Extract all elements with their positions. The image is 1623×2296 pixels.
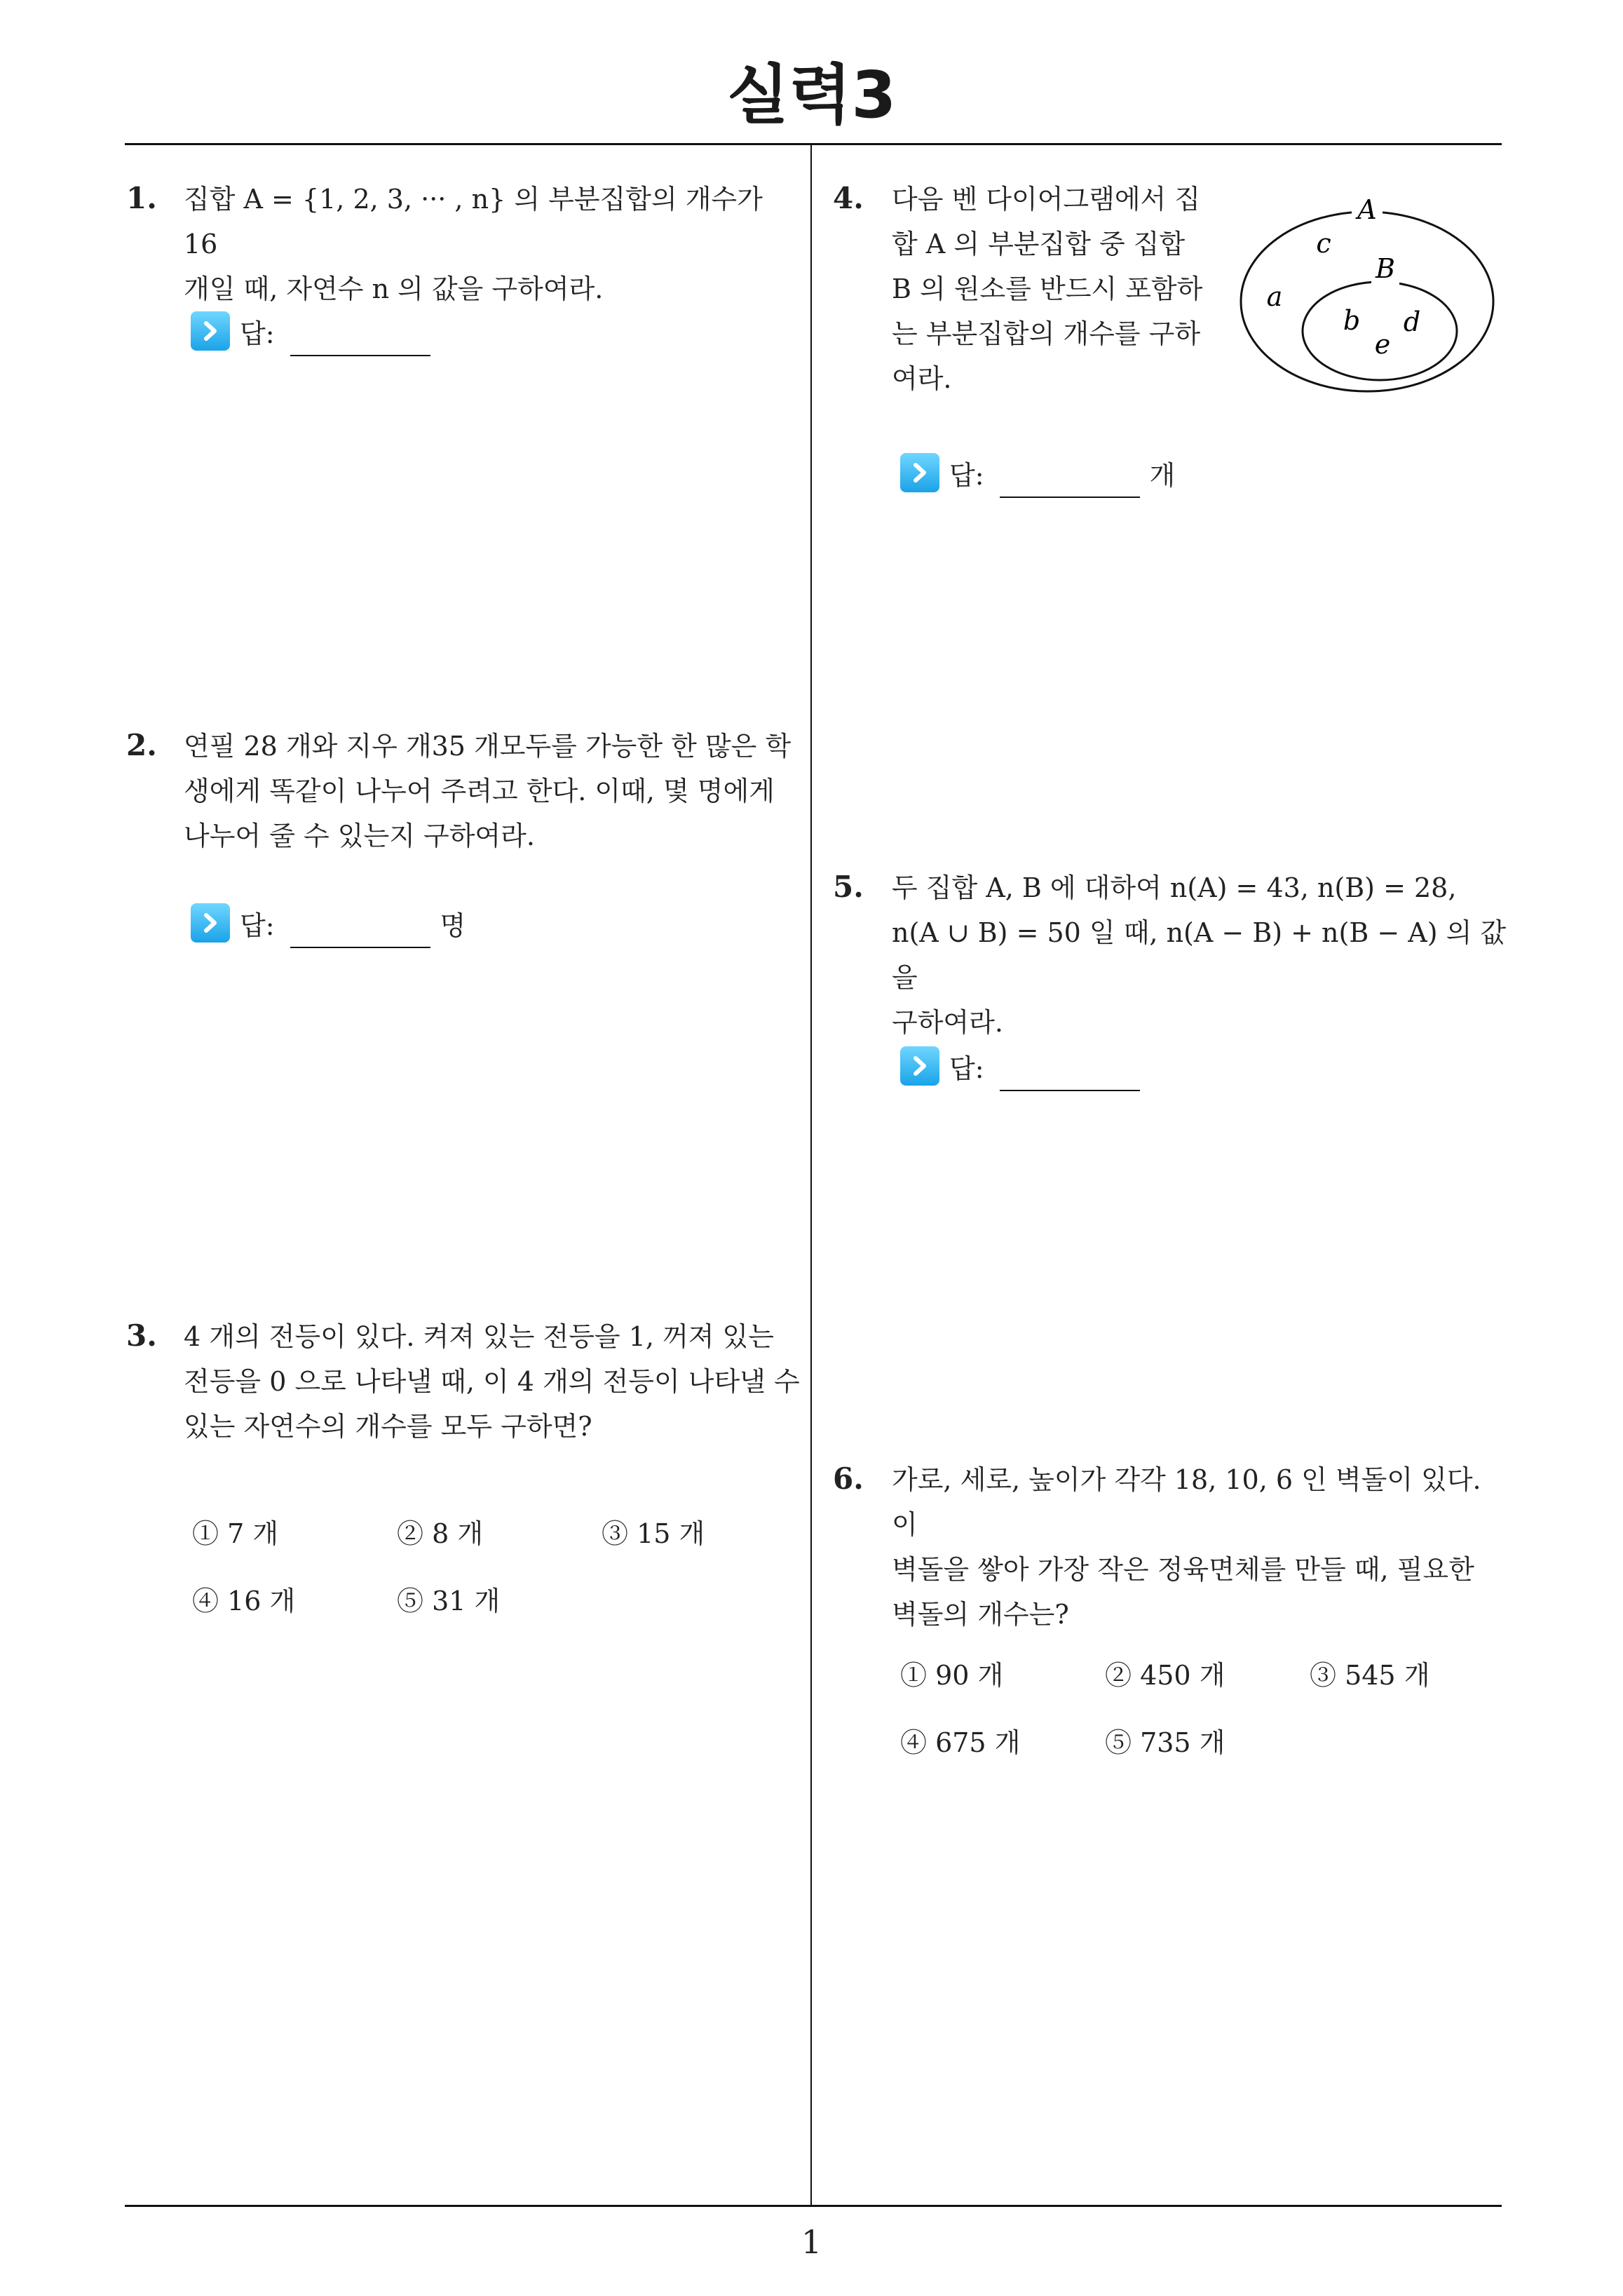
answer-field: [900, 1041, 1140, 1091]
question-text-line: B 의 원소를 반드시 포함하: [892, 274, 1203, 304]
choice-4[interactable]: ④ 675 개: [900, 1727, 1021, 1758]
set-a-label: A: [1357, 194, 1377, 225]
question-text-line: 집합 A = {1, 2, 3, ··· , n} 의 부분집합의 개수가 16: [184, 184, 763, 259]
choice-2[interactable]: ② 8 개: [397, 1518, 484, 1549]
answer-blank[interactable]: [290, 327, 430, 356]
question-text-line: 4 개의 전등이 있다. 켜져 있는 전등을 1, 꺼져 있는: [184, 1321, 774, 1352]
question-number: 6.: [833, 1461, 864, 1496]
question-text-line: 두 집합 A, B 에 대하여 n(A) = 43, n(B) = 28,: [892, 872, 1457, 903]
chevron-right-icon: [191, 903, 230, 943]
answer-label: 답:: [949, 1053, 984, 1084]
answer-unit: 개: [1149, 459, 1176, 491]
question-text-line: n(A ∪ B) = 50 일 때, n(A − B) + n(B − A) 의 값을: [892, 917, 1507, 993]
chevron-right-icon: [900, 1046, 939, 1086]
choice-5[interactable]: ⑤ 31 개: [397, 1586, 501, 1616]
answer-field: [191, 306, 430, 356]
choice-2[interactable]: ② 450 개: [1105, 1660, 1225, 1691]
question-text-line: 개일 때, 자연수 n 의 값을 구하여라.: [184, 274, 604, 304]
question-text-line: 생에게 똑같이 나누어 주려고 한다. 이때, 몇 명에게: [184, 776, 775, 806]
question-text-line: 전등을 0 으로 나타낼 때, 이 4 개의 전등이 나타낼 수: [184, 1366, 800, 1397]
answer-label: 답:: [949, 459, 984, 491]
answer-blank[interactable]: [1000, 1062, 1140, 1091]
answer-label: 답:: [240, 318, 275, 349]
element-c: c: [1316, 228, 1331, 259]
choice-3[interactable]: ③ 545 개: [1310, 1660, 1430, 1691]
question-text-line: 벽돌의 개수는?: [892, 1599, 1069, 1630]
question-text-line: 합 A 의 부분집합 중 집합: [892, 229, 1186, 259]
choice-4[interactable]: ④ 16 개: [192, 1586, 296, 1616]
question-text-line: 연필 28 개와 지우 개35 개모두를 가능한 한 많은 학: [184, 731, 792, 762]
chevron-right-icon: [900, 453, 939, 492]
question-text-line: 여라.: [892, 363, 952, 394]
question-number: 1.: [126, 181, 157, 215]
choice-3[interactable]: ③ 15 개: [602, 1518, 705, 1549]
venn-diagram: [1234, 182, 1500, 407]
question-number: 4.: [833, 181, 864, 215]
question-number: 2.: [126, 728, 157, 762]
question-number: 3.: [126, 1318, 157, 1353]
column-divider: [810, 144, 812, 2205]
element-d: d: [1403, 306, 1421, 337]
header-rule: [125, 143, 1502, 145]
chevron-right-icon: [191, 311, 230, 351]
question-text-line: 나누어 줄 수 있는지 구하여라.: [184, 821, 535, 851]
answer-label: 답:: [240, 910, 275, 941]
element-e: e: [1374, 329, 1391, 360]
question-text-line: 가로, 세로, 높이가 각각 18, 10, 6 인 벽돌이 있다. 이: [892, 1464, 1481, 1540]
element-b: b: [1343, 305, 1361, 336]
set-b-label: B: [1376, 253, 1395, 284]
question-text-line: 다음 벤 다이어그램에서 집: [892, 184, 1201, 215]
question-text-line: 있는 자연수의 개수를 모두 구하면?: [184, 1411, 592, 1442]
question-text-line: 구하여라.: [892, 1007, 1003, 1038]
choice-1[interactable]: ① 7 개: [192, 1518, 279, 1549]
choice-1[interactable]: ① 90 개: [900, 1660, 1004, 1691]
choice-5[interactable]: ⑤ 735 개: [1105, 1727, 1225, 1758]
answer-blank[interactable]: [290, 919, 430, 948]
question-number: 5.: [833, 870, 864, 904]
footer-rule: [125, 2205, 1502, 2207]
answer-unit: 명: [440, 910, 466, 941]
answer-field: [900, 447, 1175, 498]
question-text-line: 벽돌을 쌓아 가장 작은 정육면체를 만들 때, 필요한: [892, 1554, 1474, 1585]
answer-field: [191, 898, 466, 948]
page-number: 1: [801, 2223, 822, 2261]
page-title: 실력3: [726, 58, 897, 133]
question-text-line: 는 부분집합의 개수를 구하: [892, 318, 1201, 349]
element-a: a: [1266, 281, 1283, 312]
answer-blank[interactable]: [1000, 468, 1140, 498]
